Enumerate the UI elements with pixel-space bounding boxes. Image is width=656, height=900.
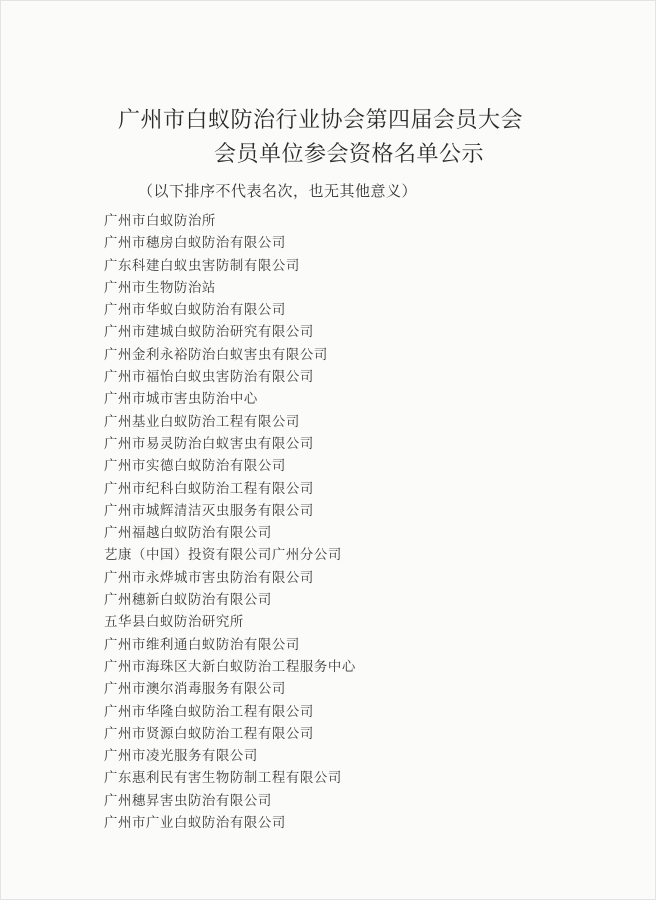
list-item: 广州市白蚁防治所 xyxy=(104,214,216,229)
list-item: 广东惠利民有害生物防制工程有限公司 xyxy=(104,771,342,787)
list-item: 广州市永烨城市害虫防治有限公司 xyxy=(104,570,314,586)
list-item: 广州福越白蚁防治有限公司 xyxy=(104,526,272,542)
list-item: 艺康（中国）投资有限公司广州分公司 xyxy=(104,548,342,564)
list-item: 广州市贤源白蚁防治工程有限公司 xyxy=(104,726,314,742)
list-item: 广州市凌光服务有限公司 xyxy=(104,749,258,765)
list-item: 广州市福怡白蚁虫害防治有限公司 xyxy=(104,370,314,386)
list-item: 广州穗昇害虫防治有限公司 xyxy=(104,793,272,809)
list-item: 广州金利永裕防治白蚁害虫有限公司 xyxy=(104,347,328,363)
list-item: 广州市城市害虫防治中心 xyxy=(104,392,258,408)
list-item: 广州市澳尔消毒服务有限公司 xyxy=(104,682,286,698)
list-item: 广东科建白蚁虫害防制有限公司 xyxy=(104,258,300,274)
list-item: 广州穗新白蚁防治有限公司 xyxy=(104,593,272,609)
list-item: 广州基业白蚁防治工程有限公司 xyxy=(104,414,300,430)
list-item: 五华县白蚁防治研究所 xyxy=(104,615,244,631)
list-item: 广州市生物防治站 xyxy=(104,280,216,296)
list-item: 广州市广业白蚁防治有限公司 xyxy=(104,816,286,832)
document-title xyxy=(0,104,656,172)
list-item: 广州市海珠区大新白蚁防治工程服务中心 xyxy=(104,659,356,675)
ordering-note: （以下排序不代表名次，也无其他意义） xyxy=(138,182,418,200)
list-item: 广州市华蚁白蚁防治有限公司 xyxy=(104,303,286,319)
title-line-2: 会员单位参会资格名单公示 xyxy=(214,142,485,167)
list-item: 广州市穗房白蚁防治有限公司 xyxy=(104,236,286,252)
list-item: 广州市维利通白蚁防治有限公司 xyxy=(104,637,300,653)
title-line-1: 广州市白蚁防治行业协会第四届会员大会 xyxy=(118,108,524,133)
member-list xyxy=(104,211,624,835)
list-item: 广州市建城白蚁防治研究有限公司 xyxy=(104,325,314,341)
list-item: 广州市华隆白蚁防治工程有限公司 xyxy=(104,704,314,720)
list-item: 广州市城辉清洁灭虫服务有限公司 xyxy=(104,503,314,519)
list-item: 广州市易灵防治白蚁害虫有限公司 xyxy=(104,436,314,452)
list-item: 广州市实德白蚁防治有限公司 xyxy=(104,459,286,475)
list-item: 广州市纪科白蚁防治工程有限公司 xyxy=(104,481,314,497)
